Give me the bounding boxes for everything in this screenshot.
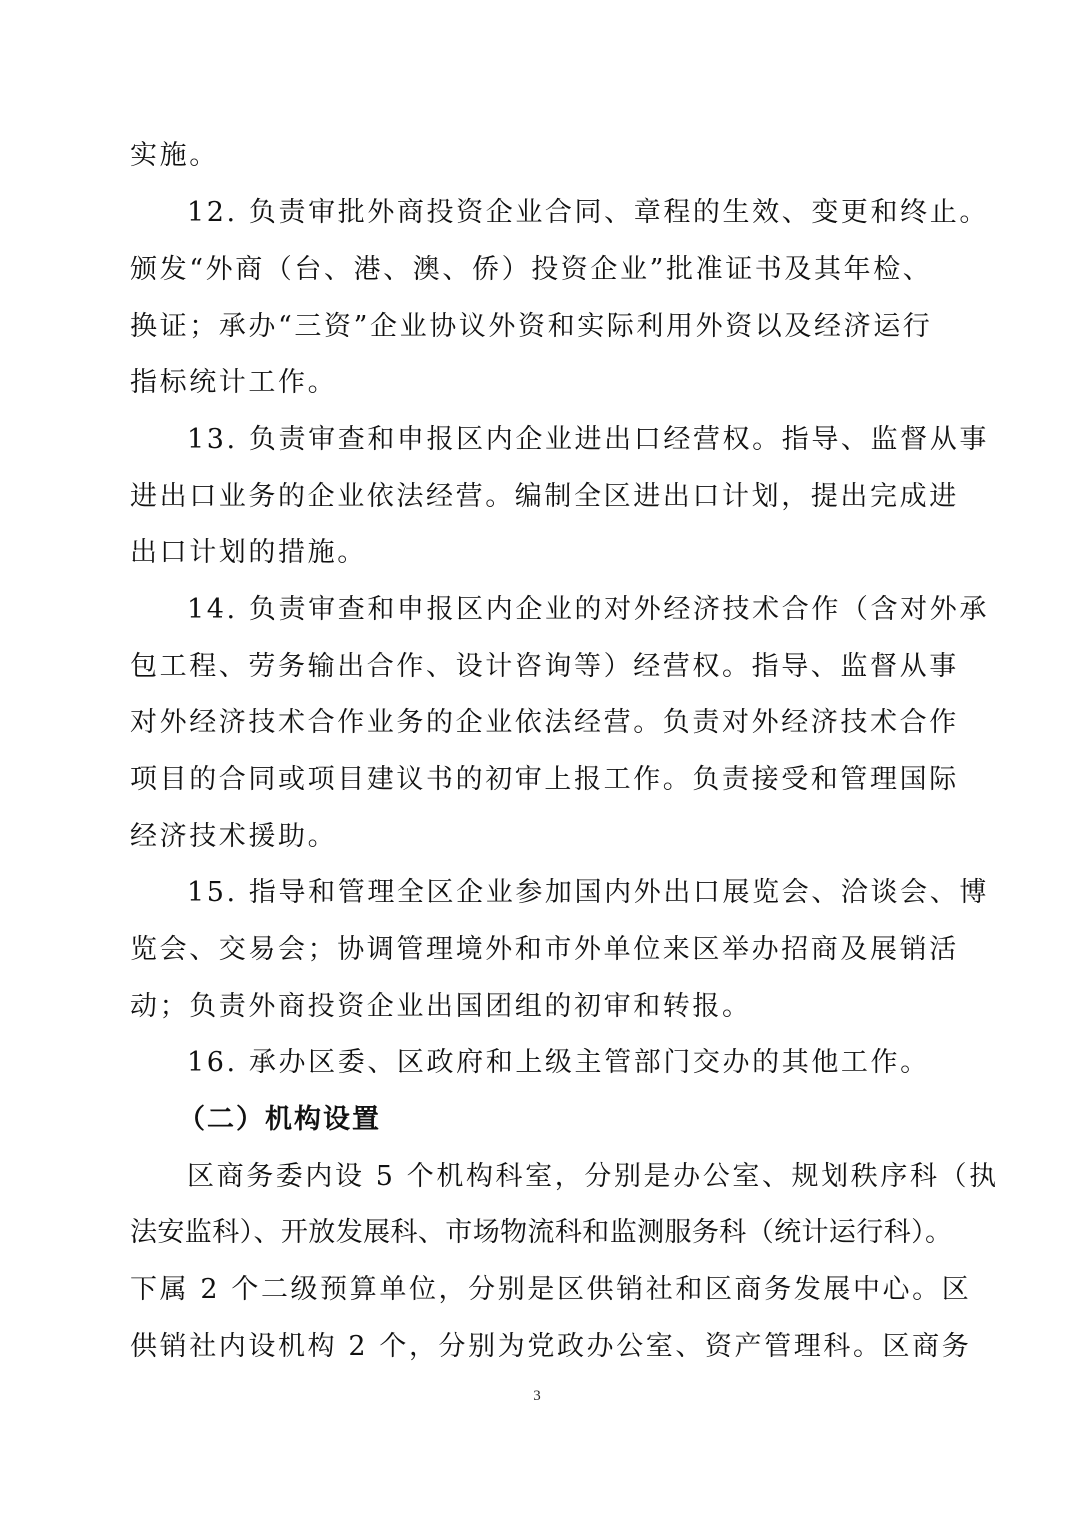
text-line: 16. 承办区委、区政府和上级主管部门交办的其他工作。 [187,1047,930,1078]
text-line: 12. 负责审批外商投资企业合同、章程的生效、变更和终止。 [187,197,989,228]
text-line: 对外经济技术合作业务的企业依法经营。负责对外经济技术合作 [130,707,959,738]
text-line: 换证；承办“三资”企业协议外资和实际利用外资以及经济运行 [130,311,933,342]
text-line: 项目的合同或项目建议书的初审上报工作。负责接受和管理国际 [130,764,959,795]
text-line: 法安监科）、开放发展科、市场物流科和监测服务科（统计运行科）。 [130,1217,953,1248]
text-line: 实施。 [130,140,219,171]
text-line: 区商务委内设 5 个机构科室，分别是办公室、规划秩序科（执 [187,1161,999,1192]
text-line: 经济技术援助。 [130,821,338,852]
text-line: 15. 指导和管理全区企业参加国内外出口展览会、洽谈会、博 [187,877,989,908]
text-line: 颁发“外商（台、港、澳、侨）投资企业”批准证书及其年检、 [130,254,933,285]
text-line: 指标统计工作。 [130,367,338,398]
text-line: 下属 2 个二级预算单位，分别是区供销社和区商务发展中心。区 [130,1274,972,1305]
text-line: 出口计划的措施。 [130,537,367,568]
text-line: 动；负责外商投资企业出国团组的初审和转报。 [130,991,752,1022]
text-line: 14. 负责审查和申报区内企业的对外经济技术合作（含对外承 [187,594,989,625]
text-line: 包工程、劳务输出合作、设计咨询等）经营权。指导、监督从事 [130,651,959,682]
section-heading: （二）机构设置 [178,1104,381,1135]
text-line: 进出口业务的企业依法经营。编制全区进出口计划，提出完成进 [130,481,959,512]
text-line: 供销社内设机构 2 个，分别为党政办公室、资产管理科。区商务 [130,1331,972,1362]
page-number: 3 [533,1388,541,1404]
text-line: 13. 负责审查和申报区内企业进出口经营权。指导、监督从事 [187,424,989,455]
text-line: 览会、交易会；协调管理境外和市外单位来区举办招商及展销活 [130,934,959,965]
